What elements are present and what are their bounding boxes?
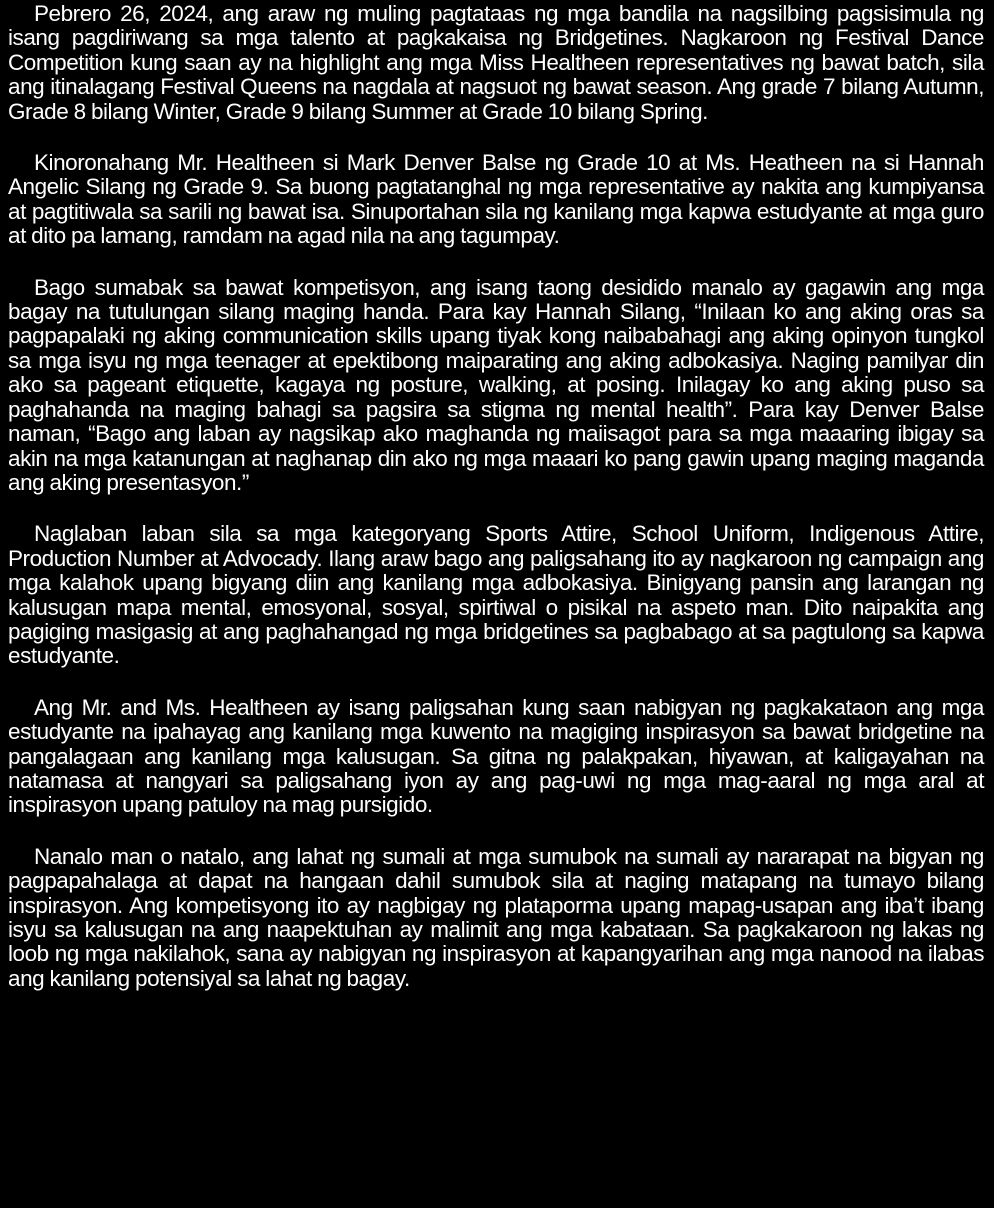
article-paragraph-5: Ang Mr. and Ms. Healtheen ay isang paligsahan kung saan nabigyan ng pagkakataon ang mga estudyante na ipahayag ang kanilang mga kuwento na magiging inspirasyon sa bawat bridgetine na pangalagaan ang kanilang mga kalusugan. Sa gitna ng palakpakan, hiyawan, at kaligayahan na natamasa at nangyari sa paligsahang iyon ay ang pag-uwi ng mga mag-aaral ng mga aral at inspirasyon upang patuloy na mag pursigido. <box>8 694 984 818</box>
article-paragraph-3: Bago sumabak sa bawat kompetisyon, ang isang taong desidido manalo ay gagawin ang mga bagay na tutulungan silang maging handa. Para kay Hannah Silang, “Inilaan ko ang aking oras sa pagpapalaki ng aking communication skills upang tiyak kong naibabahagi ang aking opinyon tungkol sa mga isyu ng mga teenager at epektibong maiparating ang aking adbokasiya. Naging pamilyar din ako sa pageant etiquette, kagaya ng posture, walking, at posing. Inilagay ko ang aking puso sa paghahanda na maging bahagi sa pagsira sa stigma ng mental health”. Para kay Denver Balse naman, “Bago ang laban ay nagsikap ako maghanda ng maiisagot para sa mga maaaring ibigay sa akin na mga katanungan at naghanap din ako ng mga maaari ko pang gawin upang maging maganda ang aking presentasyon.” <box>8 274 984 495</box>
article-paragraph-1: Pebrero 26, 2024, ang araw ng muling pagtataas ng mga bandila na nagsilbing pagsisimula ng isang pagdiriwang sa mga talento at pagkakaisa ng Bridgetines. Nagkaroon ng Festival Dance Competition kung saan ay na highlight ang mga Miss Healtheen representatives ng bawat batch, sila ang itinalagang Festival Queens na nagdala at nagsuot ng bawat season. Ang grade 7 bilang Autumn, Grade 8 bilang Winter, Grade 9 bilang Summer at Grade 10 bilang Spring. <box>8 1 984 124</box>
article-paragraph-6: Nanalo man o natalo, ang lahat ng sumali at mga sumubok na sumali ay nararapat na bigyan ng pagpapahalaga at dapat na hangaan dahil sumubok sila at naging matapang na tumayo bilang inspirasyon. Ang kompetisyong ito ay nagbigay ng plataporma upang mapag-usapan ang iba’t ibang isyu sa kalusugan na ang naapektuhan ay malimit ang mga kabataan. Sa pagkakaroon ng lakas ng loob ng mga nakilahok, sana ay nabigyan ng inspirasyon at kapangyarihan ang mga nanood na ilabas ang kanilang potensiyal sa lahat ng bagay. <box>8 843 984 991</box>
article-paragraph-4: Naglaban laban sila sa mga kategoryang Sports Attire, School Uniform, Indigenous Attire, Production Number at Advocady. Ilang araw bago ang paligsahang ito ay nagkaroon ng campaign ang mga kalahok upang bigyang diin ang kanilang mga adbokasiya. Binigyang pansin ang larangan ng kalusugan mapa mental, emosyonal, sosyal, spirtiwal o pisikal na aspeto man. Dito naipakita ang pagiging masigasig at ang paghahangad ng mga bridgetines sa pagbabago at sa pagtulong sa kapwa estudyante. <box>8 521 984 669</box>
article-paragraph-2: Kinoronahang Mr. Healtheen si Mark Denver Balse ng Grade 10 at Ms. Heatheen na si Hannah Angelic Silang ng Grade 9. Sa buong pagtatanghal ng mga representative ay nakita ang kumpiyansa at pagtitiwala sa sarili ng bawat isa. Sinuportahan sila ng kanilang mga kapwa estudyante at mga guro at dito pa lamang, ramdam na agad nila na ang tagumpay. <box>8 150 984 249</box>
